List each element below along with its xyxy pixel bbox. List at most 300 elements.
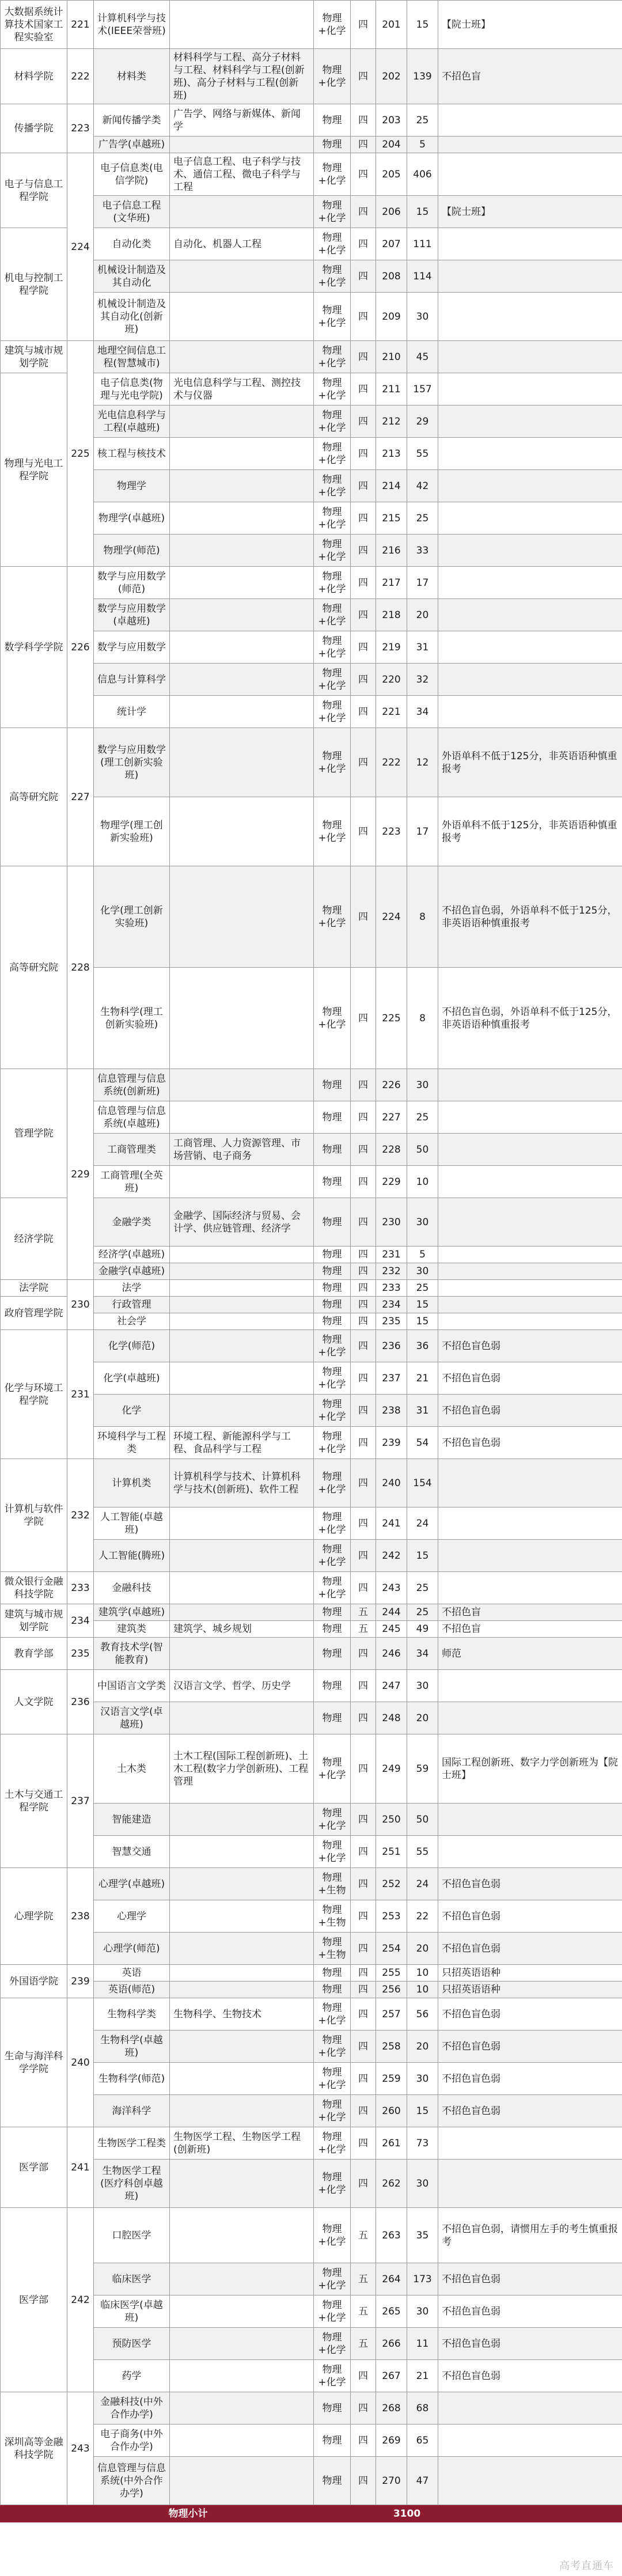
scope-cell	[170, 1263, 314, 1280]
major-cell: 金融学(卓越班)	[94, 1263, 170, 1280]
major-cell: 英语	[94, 1965, 170, 1982]
group-code-cell: 255	[376, 1965, 407, 1982]
subject-cell: 物理+化学	[314, 1507, 351, 1540]
table-row	[1, 1836, 622, 1868]
code-cell: 243	[67, 2392, 94, 2505]
group-code-cell: 208	[376, 260, 407, 293]
scope-cell	[170, 1069, 314, 1101]
count-cell: 17	[407, 797, 438, 866]
table-row	[1, 1459, 622, 1507]
note-cell	[438, 1198, 622, 1247]
scope-cell	[170, 2328, 314, 2360]
table-row	[1, 2208, 622, 2263]
count-cell: 24	[407, 1507, 438, 1540]
scope-cell	[170, 599, 314, 631]
table-row	[1, 1198, 622, 1247]
group-code-cell: 265	[376, 2295, 407, 2328]
note-cell	[438, 406, 622, 438]
group-code-cell: 209	[376, 293, 407, 341]
table-row	[1, 1868, 622, 1900]
table-row	[1, 1621, 622, 1638]
scope-cell	[170, 797, 314, 866]
major-cell: 自动化类	[94, 228, 170, 260]
subject-cell: 物理+化学	[314, 1804, 351, 1836]
college-cell: 材料学院	[1, 49, 67, 104]
major-cell: 生物科学类	[94, 1998, 170, 2031]
group-code-cell: 266	[376, 2328, 407, 2360]
code-cell: 238	[67, 1868, 94, 1965]
subject-cell: 物理+化学	[314, 631, 351, 664]
count-cell: 12	[407, 728, 438, 797]
count-cell: 114	[407, 260, 438, 293]
group-code-cell: 248	[376, 1702, 407, 1734]
note-cell	[438, 1280, 622, 1297]
subject-cell: 物理+化学	[314, 49, 351, 104]
scope-cell: 汉语言文学、哲学、历史学	[170, 1670, 314, 1702]
college-cell: 法学院	[1, 1280, 67, 1297]
major-cell: 建筑类	[94, 1621, 170, 1638]
years-cell: 四	[351, 373, 376, 406]
major-cell: 人工智能(腾班)	[94, 1540, 170, 1572]
subject-cell: 物理+化学	[314, 2095, 351, 2127]
count-cell: 20	[407, 2031, 438, 2063]
scope-cell	[170, 2360, 314, 2392]
group-code-cell: 203	[376, 104, 407, 137]
table-row	[1, 1965, 622, 1982]
subject-cell: 物理+化学	[314, 664, 351, 696]
table-row	[1, 153, 622, 196]
group-code-cell: 240	[376, 1459, 407, 1507]
table-row	[1, 137, 622, 153]
group-code-cell: 233	[376, 1280, 407, 1297]
count-cell: 21	[407, 2360, 438, 2392]
count-cell: 15	[407, 1540, 438, 1572]
subject-cell: 物理	[314, 1280, 351, 1297]
scope-cell	[170, 502, 314, 535]
scope-cell	[170, 1702, 314, 1734]
years-cell: 四	[351, 1166, 376, 1198]
major-cell: 行政管理	[94, 1297, 170, 1313]
years-cell: 四	[351, 567, 376, 599]
college-cell: 数学科学学院	[1, 567, 67, 728]
note-cell	[438, 1101, 622, 1134]
table-row	[1, 1069, 622, 1101]
table-row	[1, 293, 622, 341]
note-cell	[438, 2392, 622, 2425]
scope-cell	[170, 2160, 314, 2208]
major-cell: 计算机类	[94, 1459, 170, 1507]
count-cell: 25	[407, 1280, 438, 1297]
count-cell: 10	[407, 1965, 438, 1982]
scope-cell: 材料科学与工程、高分子材料与工程、材料科学与工程(创新班)、高分子材料与工程(创新班)	[170, 49, 314, 104]
group-code-cell: 201	[376, 1, 407, 49]
group-code-cell: 267	[376, 2360, 407, 2392]
years-cell: 四	[351, 1734, 376, 1804]
scope-cell: 建筑学、城乡规划	[170, 1621, 314, 1638]
scope-cell	[170, 1804, 314, 1836]
scope-cell	[170, 137, 314, 153]
count-cell: 15	[407, 196, 438, 228]
major-cell: 物理学(师范)	[94, 535, 170, 567]
subject-cell: 物理	[314, 1247, 351, 1263]
group-code-cell: 216	[376, 535, 407, 567]
major-cell: 化学(理工创新实验班)	[94, 866, 170, 968]
subject-cell: 物理	[314, 1263, 351, 1280]
note-cell	[438, 1297, 622, 1313]
code-cell: 228	[67, 866, 94, 1069]
scope-cell	[170, 1868, 314, 1900]
major-cell: 计算机科学与技术(IEEE荣誉班)	[94, 1, 170, 49]
group-code-cell: 226	[376, 1069, 407, 1101]
note-cell	[438, 1507, 622, 1540]
note-cell: 不招色盲	[438, 1604, 622, 1621]
table-row	[1, 664, 622, 696]
table-row	[1, 2457, 622, 2505]
subject-cell: 物理+化学	[314, 2063, 351, 2095]
years-cell: 四	[351, 2095, 376, 2127]
years-cell: 四	[351, 341, 376, 373]
subject-cell: 物理+化学	[314, 293, 351, 341]
note-cell: 外语单科不低于125分，非英语语种慎重报考	[438, 728, 622, 797]
group-code-cell: 212	[376, 406, 407, 438]
count-cell: 111	[407, 228, 438, 260]
note-cell: 不招色盲色弱	[438, 1998, 622, 2031]
subject-cell: 物理+化学	[314, 153, 351, 196]
years-cell: 四	[351, 406, 376, 438]
years-cell: 四	[351, 1069, 376, 1101]
years-cell: 四	[351, 797, 376, 866]
scope-cell	[170, 1297, 314, 1313]
note-cell	[438, 567, 622, 599]
scope-cell	[170, 728, 314, 797]
note-cell: 只招英语语种	[438, 1982, 622, 1998]
note-cell	[438, 1263, 622, 1280]
count-cell: 15	[407, 1313, 438, 1330]
code-cell: 242	[67, 2208, 94, 2392]
scope-cell	[170, 1572, 314, 1604]
note-cell: 不招色盲色弱	[438, 1330, 622, 1362]
note-cell: 不招色盲色弱，请惯用左手的考生慎重报考	[438, 2208, 622, 2263]
scope-cell	[170, 1982, 314, 1998]
table-row	[1, 406, 622, 438]
group-code-cell: 253	[376, 1900, 407, 1933]
note-cell: 不招色盲色弱	[438, 1362, 622, 1395]
scope-cell	[170, 1362, 314, 1395]
count-cell: 30	[407, 2160, 438, 2208]
group-code-cell: 228	[376, 1134, 407, 1166]
years-cell: 四	[351, 1540, 376, 1572]
scope-cell	[170, 2295, 314, 2328]
major-cell: 生物科学(师范)	[94, 2063, 170, 2095]
group-code-cell: 259	[376, 2063, 407, 2095]
scope-cell	[170, 535, 314, 567]
major-cell: 环境科学与工程类	[94, 1427, 170, 1459]
years-cell: 四	[351, 1330, 376, 1362]
count-cell: 31	[407, 1395, 438, 1427]
code-cell: 235	[67, 1638, 94, 1670]
scope-cell	[170, 696, 314, 728]
count-cell: 5	[407, 1247, 438, 1263]
group-code-cell: 238	[376, 1395, 407, 1427]
group-code-cell: 225	[376, 968, 407, 1069]
college-cell: 生命与海洋科学学院	[1, 1998, 67, 2127]
group-code-cell: 244	[376, 1604, 407, 1621]
group-code-cell: 221	[376, 696, 407, 728]
code-cell: 221	[67, 1, 94, 49]
count-cell: 73	[407, 2127, 438, 2160]
scope-cell	[170, 1101, 314, 1134]
major-cell: 药学	[94, 2360, 170, 2392]
subject-cell: 物理+化学	[314, 1998, 351, 2031]
count-cell: 30	[407, 1198, 438, 1247]
note-cell: 不招色盲色弱	[438, 2360, 622, 2392]
group-code-cell: 242	[376, 1540, 407, 1572]
note-cell: 不招色盲色弱	[438, 2063, 622, 2095]
note-cell	[438, 1670, 622, 1702]
scope-cell: 工商管理、人力资源管理、市场营销、电子商务	[170, 1134, 314, 1166]
scope-cell	[170, 1313, 314, 1330]
table-row	[1, 49, 622, 104]
years-cell: 四	[351, 1395, 376, 1427]
note-cell: 不招色盲色弱	[438, 2263, 622, 2295]
years-cell: 五	[351, 2328, 376, 2360]
subject-cell: 物理+化学	[314, 2127, 351, 2160]
code-cell: 222	[67, 49, 94, 104]
note-cell	[438, 535, 622, 567]
major-cell: 地理空间信息工程(智慧城市)	[94, 341, 170, 373]
group-code-cell: 254	[376, 1933, 407, 1965]
scope-cell	[170, 293, 314, 341]
note-cell	[438, 260, 622, 293]
code-cell: 229	[67, 1069, 94, 1280]
college-cell: 微众银行金融科技学院	[1, 1572, 67, 1604]
major-cell: 生物科学(卓越班)	[94, 2031, 170, 2063]
note-cell: 【院士班】	[438, 196, 622, 228]
count-cell: 30	[407, 2063, 438, 2095]
code-cell: 236	[67, 1670, 94, 1734]
major-cell: 金融学类	[94, 1198, 170, 1247]
subject-cell: 物理	[314, 1134, 351, 1166]
group-code-cell: 222	[376, 728, 407, 797]
note-cell: 外语单科不低于125分，非英语语种慎重报考	[438, 797, 622, 866]
college-cell: 管理学院	[1, 1069, 67, 1198]
group-code-cell: 261	[376, 2127, 407, 2160]
years-cell: 四	[351, 2360, 376, 2392]
group-code-cell: 270	[376, 2457, 407, 2505]
years-cell: 五	[351, 1621, 376, 1638]
count-cell: 20	[407, 1702, 438, 1734]
scope-cell: 电子信息工程、电子科学与技术、通信工程、微电子科学与工程	[170, 153, 314, 196]
years-cell: 四	[351, 1638, 376, 1670]
group-code-cell: 249	[376, 1734, 407, 1804]
note-cell	[438, 2425, 622, 2457]
code-cell: 230	[67, 1280, 94, 1330]
table-row	[1, 2063, 622, 2095]
table-row	[1, 1101, 622, 1134]
note-cell: 不招色盲色弱	[438, 1427, 622, 1459]
major-cell: 预防医学	[94, 2328, 170, 2360]
table-row	[1, 2392, 622, 2425]
subject-cell: 物理+化学	[314, 2263, 351, 2295]
group-code-cell: 246	[376, 1638, 407, 1670]
note-cell	[438, 1572, 622, 1604]
table-row	[1, 1166, 622, 1198]
count-cell: 50	[407, 1804, 438, 1836]
college-cell: 电子与信息工程学院	[1, 153, 67, 228]
years-cell: 四	[351, 1280, 376, 1297]
subject-cell: 物理	[314, 1101, 351, 1134]
years-cell: 四	[351, 2425, 376, 2457]
major-cell: 教育技术学(智能教育)	[94, 1638, 170, 1670]
count-cell: 42	[407, 470, 438, 502]
subject-cell: 物理	[314, 137, 351, 153]
college-cell: 政府管理学院	[1, 1297, 67, 1330]
note-cell	[438, 228, 622, 260]
group-code-cell: 220	[376, 664, 407, 696]
group-code-cell: 205	[376, 153, 407, 196]
major-cell: 数学与应用数学(卓越班)	[94, 599, 170, 631]
subject-cell: 物理	[314, 1982, 351, 1998]
years-cell: 四	[351, 1101, 376, 1134]
scope-cell	[170, 1247, 314, 1263]
note-cell	[438, 599, 622, 631]
major-cell: 生物科学(理工创新实验班)	[94, 968, 170, 1069]
note-cell	[438, 373, 622, 406]
count-cell: 25	[407, 104, 438, 137]
group-code-cell: 269	[376, 2425, 407, 2457]
note-cell: 不招色盲色弱	[438, 2095, 622, 2127]
years-cell: 四	[351, 438, 376, 470]
group-code-cell: 217	[376, 567, 407, 599]
table-row	[1, 1670, 622, 1702]
college-cell: 建筑与城市规划学院	[1, 341, 67, 373]
subject-cell: 物理+化学	[314, 797, 351, 866]
scope-cell	[170, 567, 314, 599]
note-cell: 不招色盲色弱	[438, 1868, 622, 1900]
major-cell: 中国语言文学类	[94, 1670, 170, 1702]
count-cell: 33	[407, 535, 438, 567]
table-row	[1, 2031, 622, 2063]
group-code-cell: 252	[376, 1868, 407, 1900]
college-cell: 深圳高等金融科技学院	[1, 2392, 67, 2505]
subject-cell: 物理+化学	[314, 470, 351, 502]
scope-cell: 计算机科学与技术、计算机科学与技术(创新班)、软件工程	[170, 1459, 314, 1507]
years-cell: 四	[351, 728, 376, 797]
subject-cell: 物理+化学	[314, 2295, 351, 2328]
scope-cell	[170, 1166, 314, 1198]
table-row	[1, 1804, 622, 1836]
count-cell: 10	[407, 1982, 438, 1998]
note-cell	[438, 153, 622, 196]
code-cell: 225	[67, 341, 94, 567]
major-cell: 海洋科学	[94, 2095, 170, 2127]
years-cell: 四	[351, 1134, 376, 1166]
years-cell: 四	[351, 1702, 376, 1734]
note-cell	[438, 2457, 622, 2505]
subject-cell: 物理+化学	[314, 196, 351, 228]
note-cell: 不招色盲色弱	[438, 2031, 622, 2063]
count-cell: 5	[407, 137, 438, 153]
subtotal-label: 物理小计	[1, 2505, 376, 2522]
table-row	[1, 567, 622, 599]
count-cell: 22	[407, 1900, 438, 1933]
years-cell: 四	[351, 1965, 376, 1982]
code-cell: 241	[67, 2127, 94, 2208]
subject-cell: 物理	[314, 1604, 351, 1621]
subject-cell: 物理+化学	[314, 866, 351, 968]
code-cell: 226	[67, 567, 94, 728]
years-cell: 四	[351, 599, 376, 631]
scope-cell	[170, 2095, 314, 2127]
major-cell: 数学与应用数学	[94, 631, 170, 664]
college-cell: 化学与环境工程学院	[1, 1330, 67, 1459]
count-cell: 59	[407, 1734, 438, 1804]
table-row	[1, 599, 622, 631]
years-cell: 四	[351, 866, 376, 968]
years-cell: 五	[351, 2208, 376, 2263]
table-row	[1, 2425, 622, 2457]
scope-cell	[170, 1330, 314, 1362]
college-cell: 医学部	[1, 2127, 67, 2208]
major-cell: 材料类	[94, 49, 170, 104]
code-cell: 239	[67, 1965, 94, 1998]
note-cell: 不招色盲色弱	[438, 1900, 622, 1933]
group-code-cell: 215	[376, 502, 407, 535]
scope-cell	[170, 470, 314, 502]
count-cell: 55	[407, 1836, 438, 1868]
subject-cell: 物理+化学	[314, 1330, 351, 1362]
note-cell: 国际工程创新班、数字力学创新班为【院士班】	[438, 1734, 622, 1804]
college-cell: 医学部	[1, 2208, 67, 2392]
note-cell	[438, 1459, 622, 1507]
group-code-cell: 247	[376, 1670, 407, 1702]
count-cell: 55	[407, 438, 438, 470]
table-row	[1, 797, 622, 866]
subject-cell: 物理	[314, 1638, 351, 1670]
subject-cell: 物理	[314, 1702, 351, 1734]
scope-cell	[170, 1836, 314, 1868]
table-row	[1, 196, 622, 228]
group-code-cell: 236	[376, 1330, 407, 1362]
count-cell: 30	[407, 293, 438, 341]
count-cell: 32	[407, 664, 438, 696]
subject-cell: 物理+化学	[314, 1362, 351, 1395]
major-cell: 化学	[94, 1395, 170, 1427]
count-cell: 25	[407, 502, 438, 535]
group-code-cell: 262	[376, 2160, 407, 2208]
table-row	[1, 2160, 622, 2208]
count-cell: 25	[407, 1101, 438, 1134]
table-row	[1, 2360, 622, 2392]
subject-cell: 物理+化学	[314, 1, 351, 49]
table-row	[1, 1427, 622, 1459]
years-cell: 四	[351, 260, 376, 293]
subject-cell: 物理+化学	[314, 2360, 351, 2392]
years-cell: 四	[351, 535, 376, 567]
table-row	[1, 2095, 622, 2127]
subject-cell: 物理	[314, 1313, 351, 1330]
subject-cell: 物理	[314, 2457, 351, 2505]
years-cell: 四	[351, 2031, 376, 2063]
years-cell: 四	[351, 502, 376, 535]
subject-cell: 物理+化学	[314, 1572, 351, 1604]
subject-cell: 物理+化学	[314, 341, 351, 373]
group-code-cell: 264	[376, 2263, 407, 2295]
table-row	[1, 1572, 622, 1604]
scope-cell: 广告学、网络与新媒体、新闻学	[170, 104, 314, 137]
table-row	[1, 104, 622, 137]
major-cell: 统计学	[94, 696, 170, 728]
